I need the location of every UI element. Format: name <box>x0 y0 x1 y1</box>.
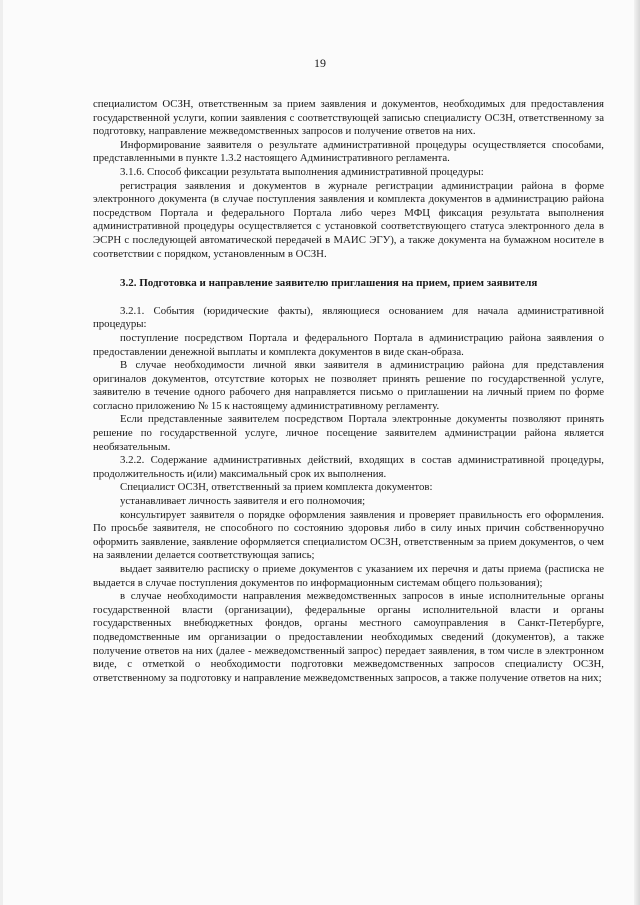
paragraph-interagency: в случае необходимости направления межведомственных запросов в иные исполнительные органы государственной власти (организации), федеральные органы исполнительной власти и органы государственных внебюджетных фондов, органы местного самоуправления в Санкт-Петербурге, подведомственные им организации о предоставлении необходимых сведений (документов), а также получение ответов на них (далее - межведомственный запрос) передает заявления, в том числе в электронном виде, с отметкой о необходимости подготовки межведомственных запросов специалисту ОСЗН, ответственному за подготовку и направление межведомственных запросов, а также получение ответов на них; <box>93 590 604 684</box>
paragraph-informing: Информирование заявителя о результате административной процедуры осуществляется способами, представленными в пункте 1.3.2 настоящего Административного регламента. <box>93 138 604 165</box>
paragraph-3-2-2: 3.2.2. Содержание административных действий, входящих в состав административной процедуры, продолжительность и(или) максимальный срок их выполнения. <box>93 454 604 480</box>
paragraph-consults: консультирует заявителя о порядке оформления заявления и проверяет правильность его оформления. По просьбе заявителя, не способного по состоянию здоровья либо в силу иных причин собственноручно оформить заявление, заявление оформляется специалистом ОСЗН, ответственным за прием документов, о чем на заявлении делается соответствующая запись; <box>93 508 604 562</box>
document-body <box>93 98 604 685</box>
paragraph-electronic-docs: Если представленные заявителем посредством Портала электронные документы позволяют принять решение по государственной услуге, личное посещение заявителем администрации района является необязательным. <box>93 413 604 453</box>
paragraph-registration: регистрация заявления и документов в журнале регистрации администрации района в форме электронного документа (в случае поступления заявления и комплекта документов в администрацию района посредством Портала и федерального Портала либо через МФЦ фиксация результата выполнения административной процедуры осуществляется с установкой соответствующего статуса электронного дела в ЭСРН с последующей автоматической передачей в МАИС ЭГУ), а также документа на бумажном носителе в соответствии с порядком, установленным в ОСЗН. <box>93 179 604 260</box>
paragraph-continuation: специалистом ОСЗН, ответственным за прием заявления и документов, необходимых для предоставления государственной услуги, копии заявления с соответствующей записью специалисту ОСЗН, ответственному за подготовку, направление межведомственных запросов и получение ответов на них. <box>93 98 604 138</box>
section-heading-3-2: 3.2. Подготовка и направление заявителю приглашения на прием, прием заявителя <box>120 277 538 290</box>
paragraph-3-2-1: 3.2.1. События (юридические факты), являющиеся основанием для начала административной процедуры: <box>93 304 604 331</box>
paragraph-3-1-6: 3.1.6. Способ фиксации результата выполнения административной процедуры: <box>120 165 484 178</box>
paragraph-personal-visit: В случае необходимости личной явки заявителя в администрацию района для представления оригиналов документов, отсутствие которых не позволяет принять решение по государственной услуге, заявителю в течение одного рабочего дня направляется письмо о приглашении на личный прием по форме согласно приложению № 15 к настоящему административному регламенту. <box>93 359 604 412</box>
paragraph-receipt: выдает заявителю расписку о приеме документов с указанием их перечня и даты приема (расписка не выдается в случае поступления документов по информационным системам общего пользования); <box>93 563 604 589</box>
scan-edge-right <box>634 0 640 905</box>
page-number: 19 <box>314 56 326 70</box>
scan-edge-left <box>0 0 3 905</box>
paragraph-identity: устанавливает личность заявителя и его полномочия; <box>120 495 366 508</box>
paragraph-portal-receipt: поступление посредством Портала и федерального Портала в администрацию района заявления о предоставлении денежной выплаты и комплекта документов в виде скан-образа. <box>93 331 604 358</box>
paragraph-specialist: Специалист ОСЗН, ответственный за прием комплекта документов: <box>120 481 433 494</box>
